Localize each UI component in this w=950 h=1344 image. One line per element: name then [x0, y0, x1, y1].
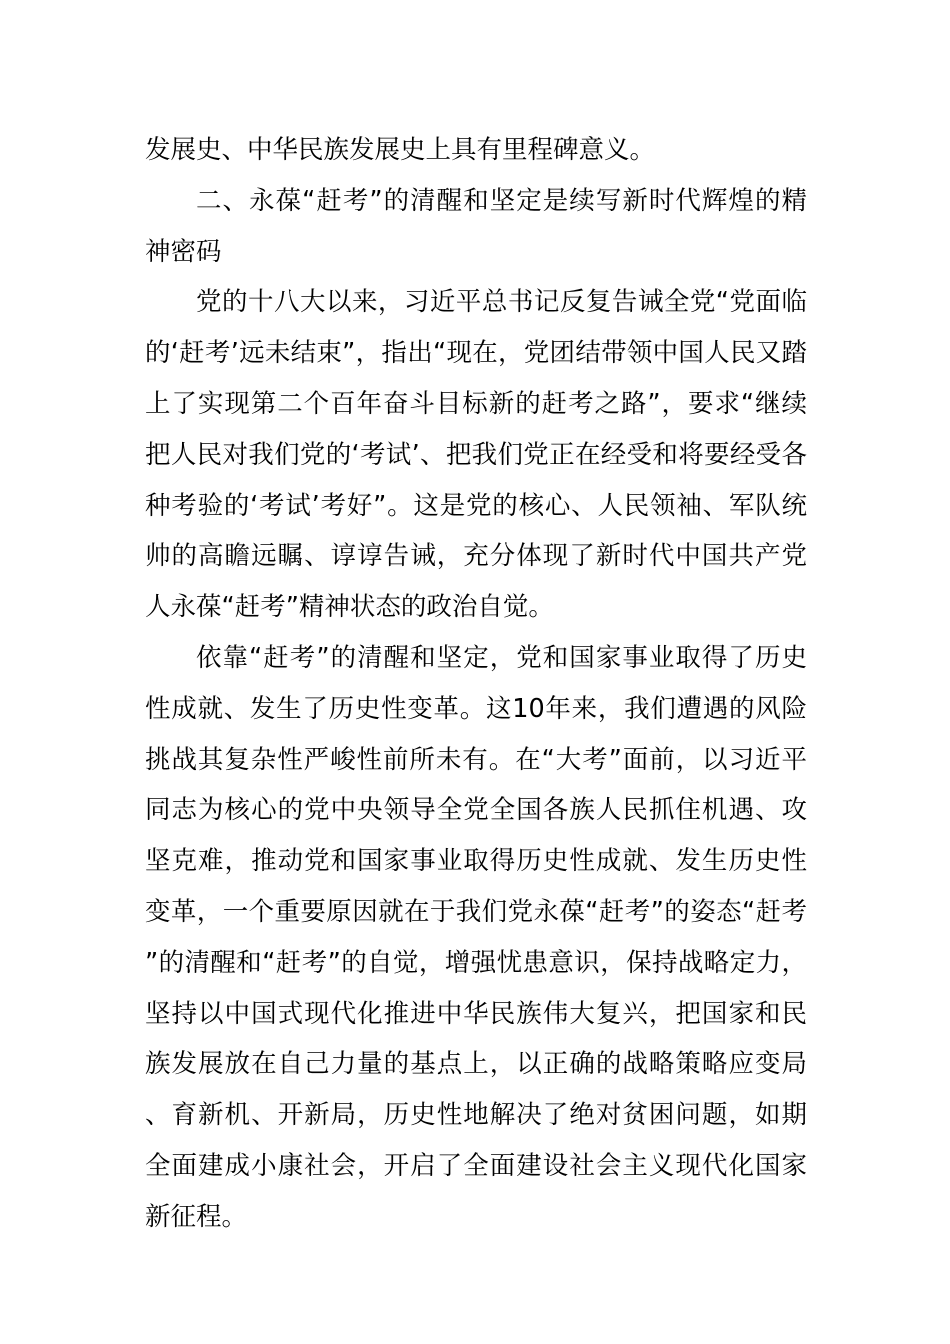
- paragraph: 党的十八大以来，习近平总书记反复告诫全党“党面临的‘赶考’远未结束”，指出“现在，党团结带领中国人民又踏上了实现第二个百年奋斗目标新的赶考之路”，要求“继续把人民对我们党的‘考试’、把我们党正在经受和将要经受各种考验的‘考试’考好”。这是党的核心、人民领袖、军队统帅的高瞻远瞩、谆谆告诫，充分体现了新时代中国共产党人永葆“赶考”精神状态的政治自觉。: [145, 287, 807, 623]
- paragraph: 依靠“赶考”的清醒和坚定，党和国家事业取得了历史性成就、发生了历史性变革。这10年来，我们遭遇的风险挑战其复杂性严峻性前所未有。在“大考”面前，以习近平同志为核心的党中央领导全党全国各族人民抓住机遇、攻坚克难，推动党和国家事业取得历史性成就、发生历史性变革，一个重要原因就在于我们党永葆“赶考”的姿态“赶考”的清醒和“赶考”的自觉，增强忧患意识，保持战略定力，坚持以中国式现代化推进中华民族伟大复兴，把国家和民族发展放在自己力量的基点上，以正确的战略策略应变局、育新机、开新局，历史性地解决了绝对贫困问题，如期全面建成小康社会，开启了全面建设社会主义现代化国家新征程。: [145, 642, 807, 1232]
- section-heading: 二、永葆“赶考”的清醒和坚定是续写新时代辉煌的精神密码: [145, 185, 807, 267]
- paragraph-continuation: 发展史、中华民族发展史上具有里程碑意义。: [145, 135, 656, 165]
- document-body: [145, 125, 807, 1243]
